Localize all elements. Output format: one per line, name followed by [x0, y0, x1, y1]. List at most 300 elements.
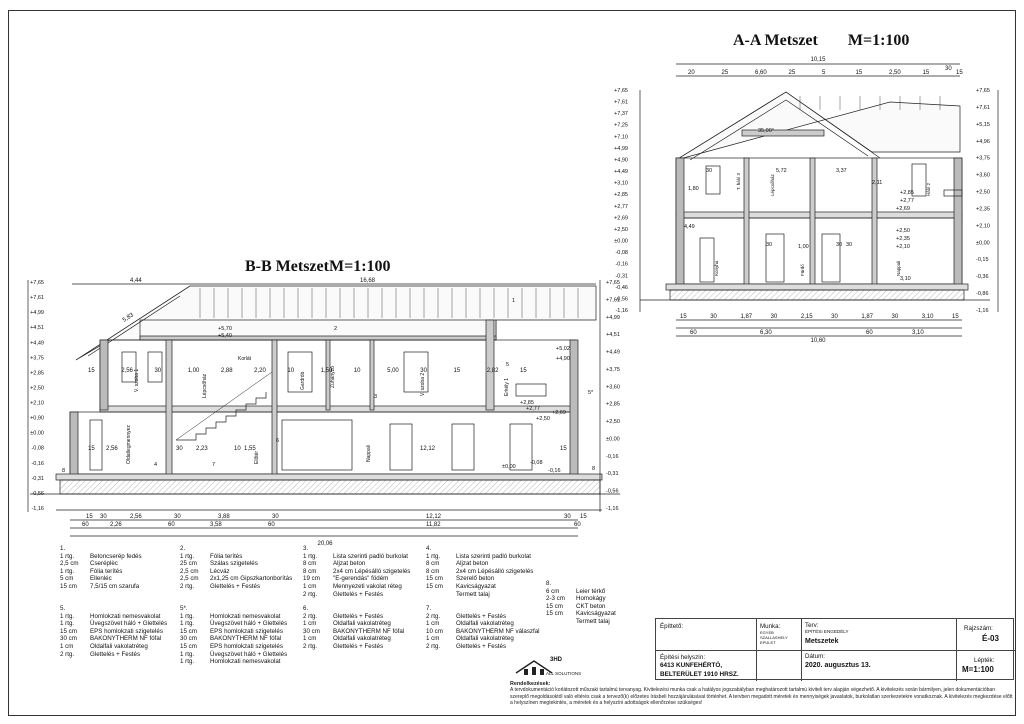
aa-right-level-7: +2,35 [976, 206, 990, 213]
munka-label: Munka: [760, 623, 781, 630]
legend-material: Oldalfali vakolatréteg [90, 642, 148, 650]
legend-material: Lista szerinti padló burkolat [333, 552, 408, 560]
legend-material: Glettelés + Festés [333, 642, 384, 650]
aa-inner-dim-6: +2,69 [896, 206, 910, 212]
disclaimer-box [510, 681, 1014, 707]
aa-left-level-9: +2,85 [614, 192, 628, 199]
aa-title-scale: M=1:100 [847, 32, 910, 49]
legend-row [60, 583, 142, 591]
bb-right-level-7: +2,85 [606, 401, 620, 408]
legend-qty: 1 rtg. [180, 552, 195, 560]
legend-qty: 2 rtg. [180, 582, 195, 590]
aa-inner-dim-1: 5,72 [776, 168, 787, 174]
legend-material: CKT beton [576, 602, 606, 610]
aa-inner-dim-13: 30 [706, 168, 713, 174]
legend-qty: 15 cm [426, 582, 443, 590]
legend-material: Aljzat beton [456, 560, 489, 568]
legend-row [180, 643, 287, 651]
aa-bottom-part-1: 30 [710, 314, 717, 320]
bb-inner-level-5: +2,77 [526, 406, 540, 412]
bb-inner-level-1: +5,40 [218, 333, 232, 339]
legend-qty: 8 cm [426, 560, 440, 568]
aa-room-1: Lépcsőház [770, 174, 775, 196]
bb-inner-level-8: ±0,00 [502, 464, 516, 470]
legend-qty: 15 cm [426, 575, 443, 583]
legend-material: 7,5/15 cm szarufa [90, 582, 140, 590]
bb-inner-level-10: -0,16 [548, 468, 561, 474]
legend-row [303, 635, 404, 643]
bb-right-level-1: +7,61 [606, 297, 620, 304]
bb-tag-5: 5* [588, 390, 594, 396]
aa-bottom-part-6: 1,87 [861, 314, 874, 320]
legend-block-3 [426, 545, 533, 598]
aa-bottom-mid-2: 60 [866, 330, 873, 336]
disclaimer-text: A tervdokumentáció korlátozott műszaki tartalmú tervanyag. Kivitelezési munka csak a hatályos jogszabályban meghatározott tartalmú kiviteli terv alapján végezhető. A kivitelezés során bármilyen, jelen dokumentációban szereplő megoldásoktól való eltérés csak a tervező(k) előzetes írásbeli hozzájárulásával történhet. A tervben megadott méretek és mennyiségek javaslatok, burkolatlan szerkezetekre vonatkoznak. A kivitelezés megkezdése előtt a helyszínen megtekintés, a méretek és a helyszíni adottságok ellenőrzése szükséges! [510, 687, 1013, 707]
legend-number: 5*. [180, 605, 188, 612]
legend-qty: 8 cm [303, 560, 317, 568]
aa-inner-dim-17: 1,00 [798, 244, 809, 250]
aa-bottom-part-7: 30 [891, 314, 899, 320]
bb-label-9: Nappali [366, 445, 372, 462]
legend-qty: 1 cm [303, 620, 317, 628]
aa-right-level-6: +2,50 [976, 189, 990, 196]
aa-right-level-3: +4,96 [976, 138, 990, 145]
legend-row [303, 553, 410, 561]
bb-tag-2: 3 [374, 394, 378, 400]
legend-qty: 2,5 cm [180, 575, 199, 583]
legend-row [60, 613, 167, 621]
bb-bottom-mid-1: 2,26 [110, 522, 122, 528]
legend-material: Termett talaj [456, 590, 490, 598]
legend-qty: 2 rtg. [303, 590, 318, 598]
legend-material: BAKONYTHERM NF fófal [333, 627, 405, 635]
bb-bottom-mid-3: 3,58 [210, 522, 222, 528]
legend-qty: 1 rtg. [426, 552, 441, 560]
legend-row [426, 628, 540, 636]
legend-row [546, 610, 616, 618]
legend-row [303, 568, 410, 576]
aa-left-level-2: +7,37 [614, 111, 628, 118]
legend-number: 3. [303, 545, 309, 552]
aa-top-part-8: 15 [956, 70, 963, 76]
bb-label-1: Lépcsőház [202, 373, 208, 398]
legend-material: Homlokzati nemesvakolat [210, 612, 281, 620]
aa-top-part-3: 25 [788, 70, 796, 76]
bb-tag-1: 2 [334, 326, 338, 332]
bb-bottom-part-2: 2,56 [130, 514, 142, 520]
bb-upper-run-10: 30 [420, 368, 427, 374]
legend-number: 7. [426, 605, 432, 612]
legend-qty: 1 rtg. [180, 650, 195, 658]
legend-row [180, 583, 292, 591]
epitteto-label: Építtető: [660, 623, 684, 630]
aa-right-level-10: -0,15 [976, 257, 989, 264]
legend-number: 8. [546, 580, 552, 587]
legend-material: Oldalfali vakolatréteg [333, 635, 391, 643]
aa-bottom-part-4: 2,15 [800, 314, 813, 320]
legend-material: EPS homlokzati szigetelés [210, 627, 283, 635]
bb-top-part-0: 4,44 [130, 278, 142, 284]
bb-upper-run-6: 10 [287, 368, 295, 374]
aa-bottom-part-3: 30 [770, 314, 778, 320]
munka-value-1: EGYEB [760, 630, 774, 635]
bb-left-level-13: -0,31 [31, 475, 44, 482]
legend-row [426, 560, 533, 568]
bb-left-level-5: +3,75 [30, 355, 44, 362]
aa-bottom-part-8: 3,10 [921, 314, 934, 320]
aa-inner-dim-0: 35,00° [758, 128, 774, 134]
bb-label-6: Erkély 1 [504, 377, 510, 396]
bb-lower-run-0: 15 [88, 446, 95, 452]
bb-bottom-mid-0: 60 [82, 522, 89, 528]
bb-left-level-12: -0,16 [31, 460, 44, 467]
legend-row [60, 553, 142, 561]
bb-inner-level-2: +5,02 [556, 346, 570, 352]
legend-qty: 15 cm [180, 642, 197, 650]
aa-left-level-5: +4,99 [614, 145, 628, 152]
legend-row [426, 591, 533, 599]
bb-tag-4: 5 [506, 362, 510, 368]
legend-material: Aljzat beton [333, 560, 366, 568]
bb-bottom-part-7: 30 [564, 514, 571, 520]
legend-qty: 2 rtg. [60, 650, 75, 658]
aa-left-level-4: +7,10 [614, 134, 628, 141]
legend-number: 6. [303, 605, 309, 612]
bb-left-level-15: -1,16 [31, 506, 44, 512]
bb-right-level-6: +3,60 [606, 384, 620, 391]
legend-material: BAKONYTHERM NF válaszfal [456, 627, 540, 635]
legend-qty: 15 cm [546, 610, 563, 618]
bb-bottom-part-0: 15 [86, 514, 93, 520]
legend-number: 1. [60, 545, 66, 552]
legend-material: Ellenléc [90, 575, 112, 583]
aa-right-level-11: -0,36 [976, 274, 989, 281]
legend-block-5 [60, 605, 167, 658]
legend-material: Glettelés + Festés [456, 642, 507, 650]
legend-row [303, 628, 404, 636]
disclaimer-heading: Rendelkezések: [510, 681, 551, 687]
bb-upper-run-1: 2,56 [121, 368, 133, 374]
legend-row [426, 635, 540, 643]
aa-inner-dim-16: 30 [836, 242, 843, 248]
bb-inner-level-6: +2,69 [552, 410, 566, 416]
legend-block-2 [303, 545, 410, 598]
aa-right-level-0: +7,65 [976, 88, 990, 94]
bb-right-level-9: ±0,00 [606, 436, 620, 443]
legend-qty [546, 618, 576, 626]
bb-left-level-7: +2,50 [30, 385, 44, 392]
aa-right-level-9: ±0,00 [976, 240, 990, 247]
bb-lower-run-2: 30 [176, 446, 183, 452]
legend-qty: 1 rtg. [60, 567, 75, 575]
legend-qty: 30 cm [303, 627, 320, 635]
legend-row [426, 575, 533, 583]
helyszin-label: Építési helyszín: [660, 654, 706, 661]
legend-material: Fólia terítés [210, 552, 243, 560]
aa-inner-dim-4: +2,85 [900, 190, 914, 196]
bb-bottom-mid-5: 11,82 [426, 522, 441, 528]
bb-top-part-1: 16,68 [360, 278, 376, 284]
legend-row [180, 635, 287, 643]
aa-room-0: T. háló 3 [736, 172, 741, 190]
legend-qty: 1 rtg. [60, 552, 75, 560]
bb-upper-run-9: 5,00 [387, 368, 399, 374]
bb-lower-run-4: 10 [234, 446, 241, 452]
bb-title-scale: M=1:100 [328, 258, 391, 275]
legend-material: EPS homlokzati szigetelés [210, 642, 283, 650]
aa-bottom-total: 10,60 [810, 338, 826, 344]
legend-block-6 [180, 605, 287, 666]
bb-right-level-0: +7,65 [606, 280, 620, 286]
bb-bottom-part-4: 3,88 [218, 514, 230, 520]
legend-material: Szerelő beton [456, 575, 495, 583]
bb-bottom-mid-6: 60 [574, 522, 581, 528]
legend-qty: 1 rtg. [303, 552, 318, 560]
legend-material: Glettelés + Festés [210, 582, 261, 590]
legend-material: Homokágy [576, 595, 606, 603]
legend-qty: 15 cm [60, 582, 77, 590]
bb-right-level-3: +4,51 [606, 332, 620, 339]
legend-material: EPS homlokzati szigetelés [90, 627, 163, 635]
aa-inner-dim-15: 30 [846, 242, 853, 248]
legend-row [426, 613, 540, 621]
legend-material: Homlokzati nemesvakolat [210, 658, 281, 666]
legend-qty: 30 cm [60, 635, 77, 643]
legend-material: Leier térkő [576, 587, 606, 595]
legend-row [303, 613, 404, 621]
legend-qty: 1 rtg. [180, 658, 195, 666]
legend-row [426, 620, 540, 628]
legend-material: 2x1,25 cm Gipszkartonborítás [210, 575, 293, 583]
bb-left-level-14: -0,56 [31, 490, 44, 497]
legend-qty: 5 cm [60, 575, 74, 583]
aa-left-level-13: ±0,00 [614, 238, 628, 245]
legend-qty: 19 cm [303, 575, 320, 583]
aa-right-level-5: +3,60 [976, 172, 990, 179]
bb-bottom-mid-2: 60 [168, 522, 175, 528]
legend-material: Glettelés + Festés [456, 612, 507, 620]
legend-qty: 1 cm [303, 582, 317, 590]
bb-upper-run-4: 2,88 [220, 368, 233, 374]
helyszin-value-2: BELTERÜLET 1910 HRSZ. [660, 671, 739, 678]
aa-right-level-1: +7,61 [976, 104, 990, 111]
bb-lower-run-7: 15 [560, 446, 567, 452]
bb-upper-run-3: 1,00 [187, 368, 200, 374]
legend-qty: 25 cm [180, 560, 197, 568]
aa-top-part-6: 2,50 [889, 70, 901, 76]
aa-left-level-15: -0,16 [615, 261, 628, 268]
aa-left-level-18: -0,56 [615, 296, 628, 303]
aa-bottom-mid-0: 60 [690, 330, 697, 336]
aa-inner-dim-3: 2,11 [872, 180, 883, 186]
rajzszam-label: Rajzszám: [964, 625, 993, 632]
bb-left-level-11: -0,08 [31, 445, 44, 452]
aa-inner-dim-7: +2,50 [896, 228, 910, 234]
aa-top-part-7: 15 [922, 70, 930, 76]
legend-block-4 [546, 580, 616, 626]
legend-row [303, 583, 410, 591]
legend-material: Glettelés + Festés [333, 612, 384, 620]
legend-material: BAKONYTHERM NF fófal [90, 635, 162, 643]
legend-qty [426, 591, 456, 599]
logo-subtext: ALL SOLUTIONS [546, 671, 582, 676]
legend-qty: 1 cm [60, 642, 74, 650]
legend-row [426, 643, 540, 651]
bb-right-level-13: -1,16 [606, 506, 619, 512]
legend-row [60, 628, 167, 636]
legend-row [180, 553, 292, 561]
legend-qty: 1 cm [303, 635, 317, 643]
legend-row [60, 575, 142, 583]
terv-value: ÉPÍTÉSI ENGEDÉLY [805, 629, 849, 634]
bb-bottom-part-6: 12,12 [426, 514, 442, 520]
bb-bottom-mid-4: 60 [268, 522, 275, 528]
legend-material: Homlokzati nemesvakolat [90, 612, 161, 620]
legend-row [303, 620, 404, 628]
logo-text: 3HD [550, 657, 563, 663]
legend-material: Lista szerinti padló burkolat [456, 552, 531, 560]
bb-right-level-4: +4,49 [606, 349, 620, 356]
bb-inner-level-9: -0,08 [530, 460, 543, 466]
aa-right-level-2: +5,15 [976, 121, 990, 128]
bb-bottom-part-3: 30 [174, 514, 181, 520]
aa-top-total: 10,15 [810, 57, 826, 63]
aa-inner-dim-14: 30 [766, 242, 773, 248]
bb-left-level-2: +4,99 [30, 310, 44, 317]
legend-qty: 2,5 cm [60, 560, 79, 568]
bb-upper-run-5: 2,20 [254, 368, 266, 374]
aa-bottom-part-9: 15 [952, 314, 959, 320]
bb-lower-run-5: 1,55 [244, 446, 256, 452]
bb-upper-run-8: 10 [353, 368, 361, 374]
legend-row [180, 651, 287, 659]
legend-qty: 1 cm [426, 620, 440, 628]
aa-room-5: Fürdő [800, 264, 805, 276]
legend-qty: 8 cm [426, 567, 440, 575]
bb-left-level-0: +7,65 [30, 280, 44, 286]
lepték-label: Lépték: [974, 657, 995, 664]
legend-row [426, 553, 533, 561]
bb-right-level-12: -0,56 [606, 488, 619, 495]
aa-left-level-10: +2,77 [614, 203, 628, 210]
bb-upper-run-13: 15 [520, 368, 527, 374]
legend-material: 2x4 cm Lépésálló szigetelés [456, 567, 534, 575]
legend-material: Kavicságyazat [576, 610, 616, 618]
aa-room-3: Nappali [896, 260, 901, 276]
aa-left-level-11: +2,69 [614, 215, 628, 222]
aa-bottom-part-5: 30 [831, 314, 838, 320]
aa-left-level-8: +3,10 [614, 180, 628, 187]
aa-bottom-part-2: 1,87 [740, 314, 753, 320]
legend-qty: 15 cm [546, 602, 563, 610]
legend-row [60, 620, 167, 628]
bb-left-level-8: +2,10 [30, 400, 44, 407]
legend-material: Lécváz [210, 567, 230, 575]
aa-left-level-3: +7,25 [614, 122, 628, 129]
legend-row [546, 588, 616, 596]
legend-row [303, 560, 410, 568]
aa-inner-dim-10: 3,10 [900, 276, 911, 282]
bb-inner-level-0: +5,70 [218, 326, 232, 332]
legend-number: 4. [426, 545, 432, 552]
aa-left-level-14: -0,08 [615, 250, 628, 257]
legend-material: Szálas szigetelés [210, 560, 258, 568]
bb-lower-run-6: 12,12 [420, 446, 436, 452]
aa-room-2: Háló 2 [926, 182, 931, 196]
legend-material: 2x4 cm Lépésálló szigetelés [333, 567, 411, 575]
legend-qty: 1 rtg. [60, 620, 75, 628]
aa-right-level-4: +3,75 [976, 155, 990, 162]
legend-row [546, 595, 616, 603]
bb-label-4: Zuhanyzó [330, 366, 336, 388]
legend-row [303, 575, 410, 583]
legend-material: Oldalfali vakolatréteg [456, 635, 514, 643]
bb-label-2: Gardrób [300, 371, 306, 390]
legend-row [426, 583, 533, 591]
munka-value-3: EPÜLET [760, 640, 776, 645]
legend-material: Fólia terítés [90, 567, 123, 575]
bb-title-text: B-B Metszet [245, 258, 329, 275]
bb-upper-run-12: 2,82 [486, 368, 499, 374]
legend-row [180, 575, 292, 583]
aa-title-text: A-A Metszet [733, 32, 818, 49]
aa-right-level-12: -0,86 [976, 291, 989, 298]
bb-right-level-5: +3,75 [606, 366, 620, 373]
aa-inner-dim-9: +2,10 [896, 244, 910, 250]
legend-qty: 1 cm [426, 635, 440, 643]
legend-row [60, 651, 167, 659]
legend-qty: 6 cm [546, 587, 560, 595]
aa-top-part-2: 6,60 [755, 70, 767, 76]
aa-left-level-6: +4,90 [614, 157, 628, 164]
legend-row [60, 560, 142, 568]
legend-row [180, 568, 292, 576]
terv-name: Metszetek [805, 638, 839, 645]
legend-qty: 15 cm [180, 627, 197, 635]
aa-top-part-1: 25 [721, 70, 729, 76]
bb-left-level-1: +7,61 [30, 295, 44, 302]
aa-top-part-4: 5 [822, 70, 826, 76]
bb-inner-level-4: +2,85 [520, 400, 534, 406]
bb-left-level-10: ±0,00 [30, 430, 44, 437]
legend-material: Oldalfali vakolatréteg [333, 620, 391, 628]
aa-left-level-17: -0,46 [615, 284, 628, 291]
aa-right-level-13: -1,16 [976, 308, 989, 314]
legend-row [426, 568, 533, 576]
munka-value-2: SZALLASHELY [760, 635, 788, 640]
legend-row [180, 613, 287, 621]
legend-material: Üvegszövet háló + Glettelés [210, 620, 288, 628]
legend-qty: 2 rtg. [426, 642, 441, 650]
aa-left-level-12: +2,50 [614, 226, 628, 233]
legend-material: BAKONYTHERM NF fófal [210, 635, 282, 643]
bb-left-level-3: +4,51 [30, 325, 44, 332]
legend-block-7 [303, 605, 404, 651]
legend-qty: 2 rtg. [426, 612, 441, 620]
legend-material: Üvegszövet háló + Glettelés [90, 620, 168, 628]
aa-inner-dim-11: 1,80 [688, 186, 699, 192]
aa-top-sub: 30 [945, 66, 952, 72]
bb-lower-run-3: 2,23 [196, 446, 208, 452]
legend-block-1 [180, 545, 292, 591]
bb-label-3: V. szoba 1 [134, 368, 140, 392]
legend-number: 5. [60, 605, 66, 612]
aa-left-level-0: +7,65 [614, 88, 628, 94]
aa-inner-dim-12: 4,49 [684, 224, 695, 230]
bb-tag-6: 6 [276, 438, 280, 444]
legend-block-8 [426, 605, 540, 651]
bb-upper-run-7: 1,50 [320, 368, 333, 374]
